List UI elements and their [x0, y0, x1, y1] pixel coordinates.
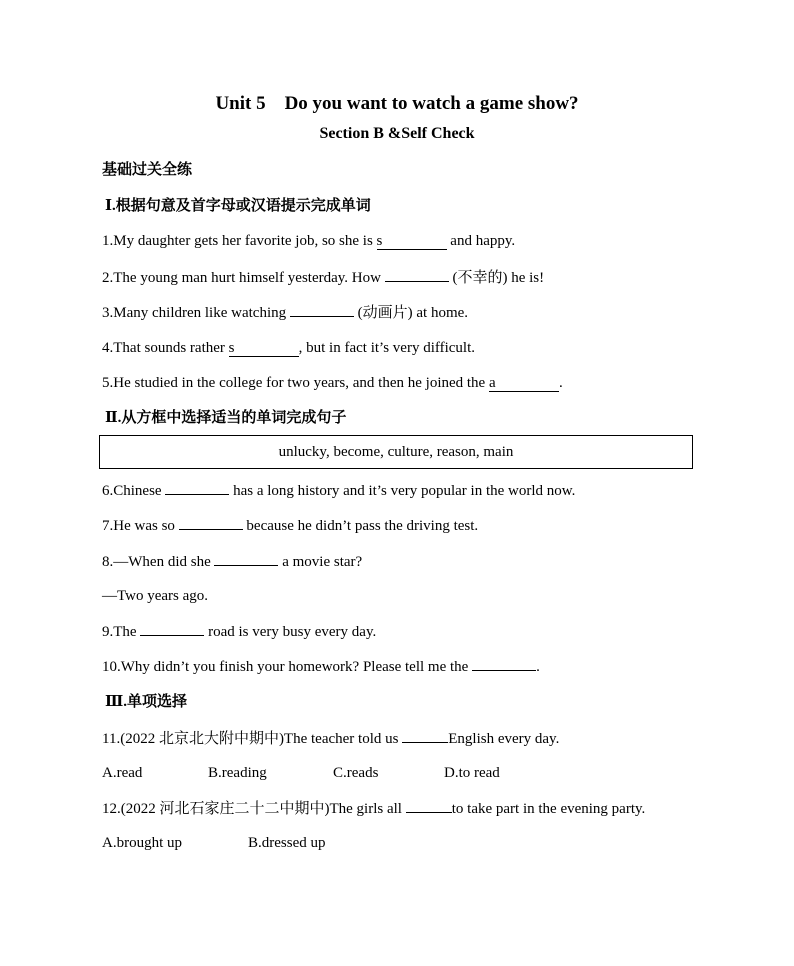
option-12-b[interactable]: B.dressed up: [248, 835, 326, 851]
question-10: 10.Why didn’t you finish your homework? Please tell me the .: [102, 656, 540, 677]
word-box-text: unlucky, become, culture, reason, main: [278, 443, 514, 460]
blank-3[interactable]: [290, 302, 354, 317]
option-11-d[interactable]: D.to read: [444, 765, 500, 781]
question-1: 1.My daughter gets her favorite job, so she is s and happy.: [102, 233, 516, 249]
blank-8[interactable]: [214, 551, 278, 566]
blank-5[interactable]: a: [489, 375, 559, 392]
blank-6[interactable]: [165, 480, 229, 495]
question-4: 4.That sounds rather s , but in fact it’s very difficult.: [102, 340, 475, 356]
page-subtitle: Section B &Self Check: [319, 125, 475, 142]
blank-4[interactable]: s: [229, 340, 299, 357]
blank-9[interactable]: [140, 621, 204, 636]
blank-12[interactable]: [406, 798, 452, 813]
section1-heading: Ⅰ.根据句意及首字母或汉语提示完成单词: [105, 198, 371, 214]
question-5: 5.He studied in the college for two years, and then he joined the a .: [102, 375, 563, 391]
question-11: 11.(2022 北京北大附中期中)The teacher told us English every day.: [102, 728, 559, 749]
question-6: 6.Chinese has a long history and it’s very popular in the world now.: [102, 480, 575, 501]
option-12-a[interactable]: A.brought up: [102, 835, 182, 851]
question-9: 9.The road is very busy every day.: [102, 621, 376, 642]
section2-heading: Ⅱ.从方框中选择适当的单词完成句子: [105, 410, 347, 426]
question-8-answer: —Two years ago.: [102, 588, 209, 604]
question-3: 3.Many children like watching (动画片) at home.: [102, 302, 468, 323]
option-11-a[interactable]: A.read: [102, 765, 143, 781]
question-7: 7.He was so because he didn’t pass the driving test.: [102, 515, 478, 536]
blank-1[interactable]: s: [377, 233, 447, 250]
blank-7[interactable]: [179, 515, 243, 530]
blank-11[interactable]: [402, 728, 448, 743]
page-title: Unit 5 Do you want to watch a game show?: [215, 93, 579, 114]
option-11-c[interactable]: C.reads: [333, 765, 379, 781]
blank-2[interactable]: [385, 267, 449, 282]
question-8: 8.—When did she a movie star?: [102, 551, 362, 572]
main-heading: 基础过关全练: [102, 162, 193, 178]
option-11-b[interactable]: B.reading: [208, 765, 267, 781]
word-box: [99, 435, 693, 469]
section3-heading: Ⅲ.单项选择: [105, 694, 188, 710]
question-12: 12.(2022 河北石家庄二十二中期中)The girls all to take part in the evening party.: [102, 798, 645, 819]
blank-10[interactable]: [472, 656, 536, 671]
question-2: 2.The young man hurt himself yesterday. How (不幸的) he is!: [102, 267, 544, 288]
